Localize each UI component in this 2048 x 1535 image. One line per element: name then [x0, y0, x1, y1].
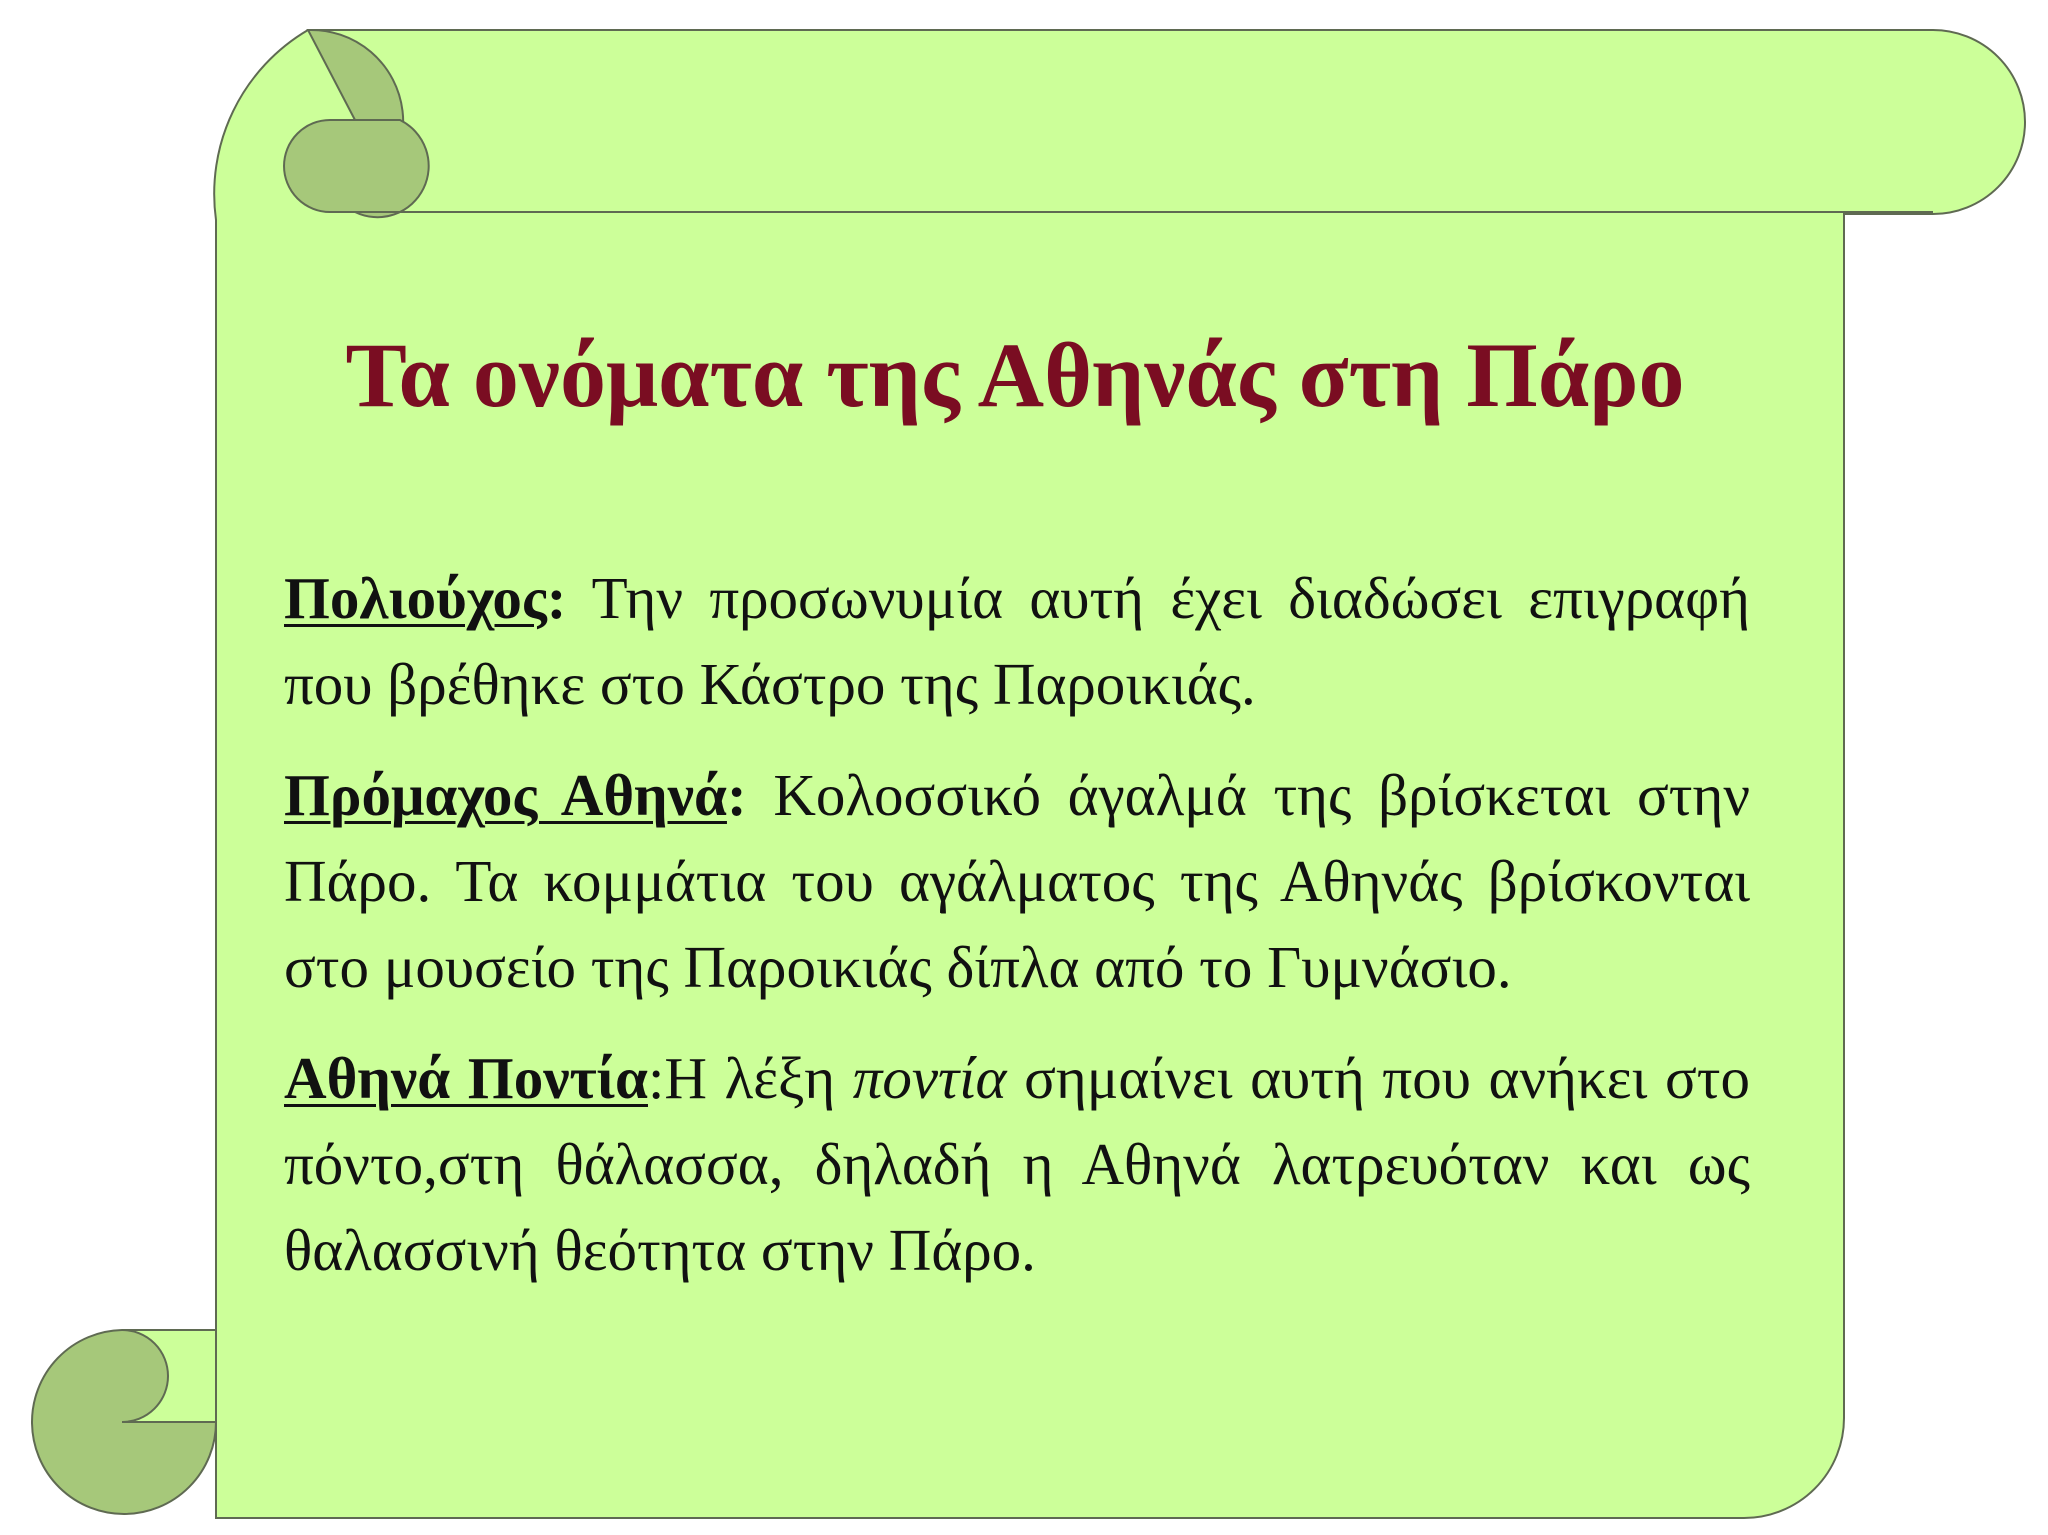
paragraph-text: Κολοσσικό άγαλμά της βρίσκεται στην Πάρο. Τα κομμάτια του αγάλματος της Αθηνάς βρίσκονται στο μουσείο της Παροικιάς δίπλα από το Γυμνάσιο.	[284, 762, 1750, 1000]
term-label: Πολιούχος	[284, 565, 547, 631]
paragraph-text: Η λέξη	[664, 1045, 853, 1111]
paragraph-poliouchos	[284, 555, 1750, 727]
top-curl-roll	[284, 120, 429, 217]
paragraph-promachos	[284, 752, 1750, 1010]
term-separator: :	[726, 762, 747, 828]
emphasized-word: ποντία	[852, 1045, 1007, 1111]
term-separator: :	[546, 565, 567, 631]
slide-title: Τα ονόματα της Αθηνάς στη Πάρο	[345, 324, 1685, 426]
term-label: Αθηνά Ποντία	[284, 1045, 648, 1111]
term-label: Πρόμαχος Αθηνά	[284, 762, 727, 828]
content-body	[284, 555, 1750, 1318]
paragraph-pontia	[284, 1035, 1750, 1293]
paragraph-text: σημαίνει αυτή που ανήκει στο πόντο,στη θάλασσα, δηλαδή η Αθηνά λατρευόταν και ως θαλασσινή θεότητα στην Πάρο.	[284, 1045, 1750, 1283]
paragraph-text: Την προσωνυμία αυτή έχει διαδώσει επιγραφή που βρέθηκε στο Κάστρο της Παροικιάς.	[284, 565, 1750, 717]
term-separator: :	[647, 1045, 665, 1111]
